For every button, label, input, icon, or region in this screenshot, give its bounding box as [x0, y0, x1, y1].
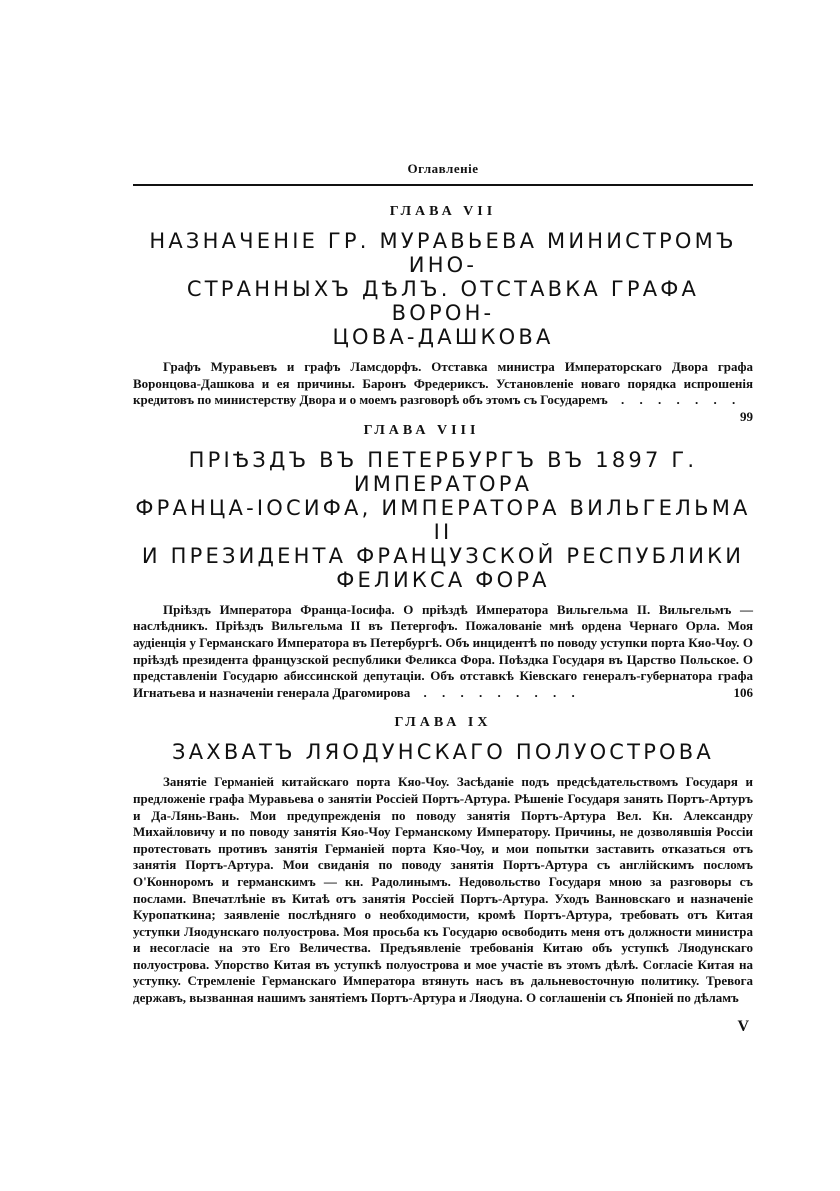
- dot-leader: . . . . . . . . .: [414, 684, 581, 700]
- chapter-title-line: ЦОВА-ДАШКОВА: [332, 325, 554, 349]
- summary-text: Пріѣздъ Императора Франца-Іосифа. О пріѣздѣ Императора Вильгельма II. Вильгельмъ — наслѣдникъ. Пріѣздъ Вильгельма II въ Петергофъ. Пожалованіе мнѣ ордена Чернаго Орла. Моя аудіенція у Германскаго Императора въ Петербургѣ. Объ инцидентѣ по поводу уступки порта Кяо-Чоу. О пріѣздѣ президента французской республики Феликса Фора. Поѣздка Государя въ Царство Польское. О представленіи Государю абиссинской депутаціи. Объ отставкѣ Кіевскаго генералъ-губернатора графа Игнатьева и назначеніи генерала Драгомирова: [133, 601, 753, 700]
- page: [133, 150, 753, 1035]
- chapter-8: [133, 421, 753, 702]
- running-head: Оглавленіе: [407, 161, 479, 176]
- chapter-label: ГЛАВА VII: [389, 204, 497, 219]
- page-folio: V: [737, 1018, 749, 1035]
- chapter-title: [133, 740, 753, 764]
- chapter-summary: [133, 359, 753, 424]
- page-number: 99: [740, 408, 753, 424]
- chapter-title-line: ФЕЛИКСА ФОРА: [336, 567, 550, 592]
- summary-text: Занятіе Германіей китайскаго порта Кяо-Чоу. Засѣданіе подъ предсѣдательствомъ Государя и предложеніе графа Муравьева о занятіи Россіей Портъ-Артура. Рѣшеніе Государя занять Портъ-Артуръ и Да-Лянь-Вань. Мои предупрежденія по поводу занятія Портъ-Артура Вел. Кн. Александру Михайловичу и по поводу занятія Кяо-Чоу Германскому Императору. Причины, не дозволявшія Россіи протестовать противъ занятія Германіей порта Кяо-Чоу, и мои попытки заставить отказаться отъ занятія Портъ-Артура. Мои свиданія по поводу занятія Портъ-Артура съ англійскимъ посломъ О'Конноромъ и германскимъ — кн. Радолинымъ. Недовольство Государя мною за разговоры съ послами. Впечатлѣніе въ Китаѣ отъ занятія Россіей Портъ-Артура. Уходъ Ванновскаго и назначеніе Куропаткина; заявленіе послѣдняго о необходимости, кромѣ Портъ-Артура, требовать отъ Китая уступки Ляодунскаго полуострова. Моя просьба къ Государю освободить меня отъ должности министра и несогласіе на это Его Величества. Предъявленіе требованія Китаю объ уступкѣ Ляодунскаго полуострова. Упорство Китая въ уступкѣ полуострова и мое участіе въ этомъ дѣлѣ. Согласіе Китая на уступку. Стремленіе Германскаго Императора втянуть насъ въ дальневосточную политику. Тревога державъ, вызванная нашимъ занятіемъ Портъ-Артура и Ляодуна. О соглашеніи съ Японіей по дѣламъ: [133, 774, 753, 1006]
- chapter-label: ГЛАВА VIII: [363, 422, 480, 438]
- page-number: 106: [733, 684, 753, 700]
- chapter-title-line: ФРАНЦА-ІОСИФА, ИМПЕРАТОРА ВИЛЬГЕЛЬМА II: [135, 495, 751, 544]
- chapter-label: ГЛАВА IX: [394, 715, 492, 731]
- chapter-title-line: И ПРЕЗИДЕНТА ФРАНЦУЗСКОЙ РЕСПУБЛИКИ: [141, 543, 745, 568]
- chapter-title: [133, 229, 753, 349]
- chapter-title-line: СТРАННЫХЪ ДѢЛЪ. ОТСТАВКА ГРАФА ВОРОН-: [186, 277, 700, 325]
- chapter-summary: [133, 602, 753, 702]
- chapter-summary: [133, 774, 753, 1006]
- header-rule: [133, 184, 753, 186]
- chapter-9: [133, 713, 753, 1006]
- chapter-title-line: ЗАХВАТЪ ЛЯОДУНСКАГО ПОЛУОСТРОВА: [172, 740, 714, 765]
- chapter-title-line: НАЗНАЧЕНІЕ ГР. МУРАВЬЕВА МИНИСТРОМЪ ИНО-: [149, 229, 737, 277]
- summary-text: Графъ Муравьевъ и графъ Ламсдорфъ. Отставка министра Императорскаго Двора графа Воронцова-Дашкова и ея причины. Баронъ Фредериксъ. Установленіе новаго порядка испрошенія кредитовъ по министерству Двора и о моемъ разговорѣ объ этомъ съ Государемъ: [133, 359, 753, 408]
- chapter-title-line: ПРІѢЗДЪ ВЪ ПЕТЕРБУРГЪ ВЪ 1897 Г. ИМПЕРАТОРА: [188, 447, 698, 496]
- dot-leader: . . . . . . .: [611, 392, 742, 408]
- chapter-title: [133, 448, 753, 592]
- chapter-7: [133, 202, 753, 424]
